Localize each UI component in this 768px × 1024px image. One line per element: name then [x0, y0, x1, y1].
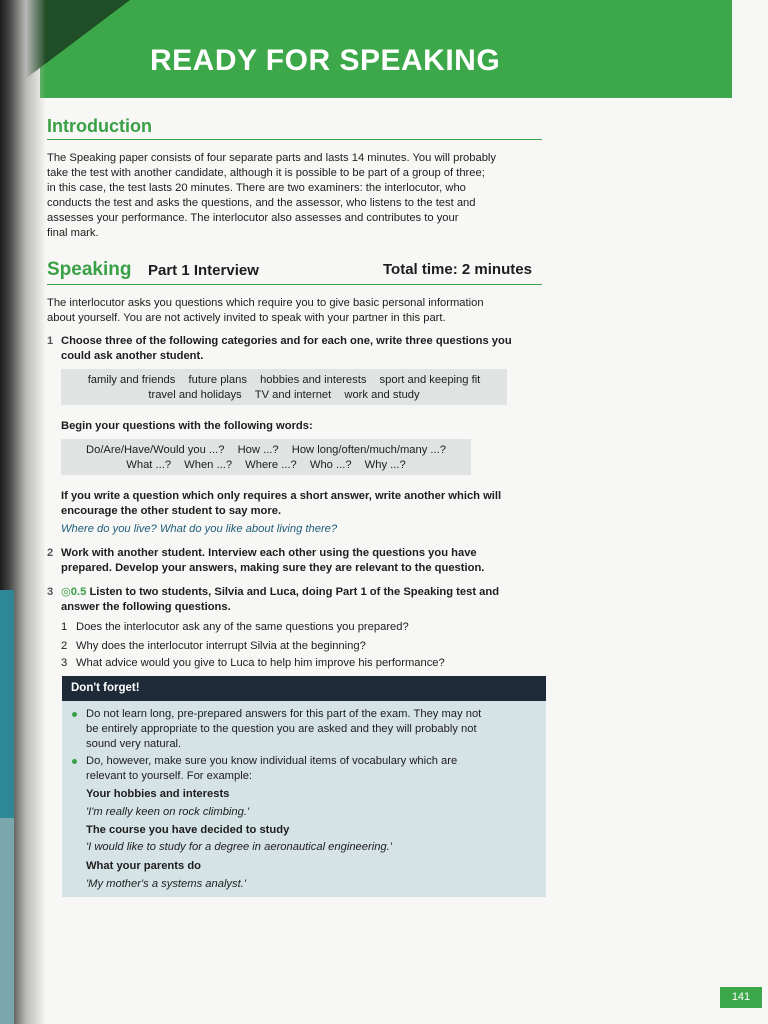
task-number: 2 — [47, 547, 54, 559]
sub-question-text: What advice would you give to Luca to help him improve his performance? — [76, 657, 445, 669]
sub-question-number: 3 — [61, 657, 68, 669]
dont-forget-line: sound very natural. — [86, 738, 182, 750]
question-word: What ...? — [126, 459, 172, 471]
question-word: Who ...? — [309, 459, 352, 471]
sub-question — [61, 620, 409, 635]
task3-instruction-line — [61, 585, 546, 600]
introduction-rule — [47, 139, 542, 140]
category-item: future plans — [188, 374, 247, 386]
introduction-line: in this case, the test lasts 20 minutes. There are two examiners: the interlocutor, who — [47, 182, 466, 194]
question-word: Do/Are/Have/Would you ...? — [86, 444, 225, 456]
introduction-line: assesses your performance. The interlocutor also assesses and contributes to your — [47, 212, 459, 224]
dont-forget-line: Do not learn long, pre-prepared answers for this part of the exam. They may not — [86, 708, 482, 720]
vocab-example-quote: 'I would like to study for a degree in aeronautical engineering.' — [86, 841, 392, 853]
dont-forget-line: Do, however, make sure you know individual items of vocabulary which are — [86, 755, 458, 767]
sub-question-number: 2 — [61, 640, 68, 652]
dont-forget-line: relevant to yourself. For example: — [86, 770, 253, 782]
sub-question — [61, 639, 366, 654]
audio-icon: ◎ — [61, 586, 71, 598]
question-words-row — [61, 458, 471, 473]
vocab-example-heading: What your parents do — [86, 860, 201, 872]
bullet-icon — [72, 712, 80, 720]
task1-instruction-line: could ask another student. — [61, 350, 204, 362]
audio-track-number: 0.5 — [70, 586, 87, 598]
sub-question-number: 1 — [61, 621, 68, 633]
task-number: 1 — [47, 335, 54, 347]
page-number: 141 — [720, 987, 762, 1008]
introduction-line: take the test with another candidate, although it is possible to be part of a group of three; — [47, 167, 485, 179]
question-words-row — [61, 443, 471, 458]
vocab-example-quote: 'My mother's a systems analyst.' — [86, 878, 246, 890]
short-answer-line: encourage the other student to say more. — [61, 505, 282, 517]
page-edge-tab — [0, 590, 14, 818]
categories-box — [61, 369, 507, 405]
page-edge-tab-light — [0, 818, 14, 1024]
begin-instruction: Begin your questions with the following words: — [61, 420, 313, 432]
question-words-box — [61, 439, 471, 475]
speaking-intro-line: The interlocutor asks you questions which require you to give basic personal information — [47, 297, 484, 309]
dont-forget-title: Don't forget! — [62, 676, 546, 701]
vocab-example-heading: Your hobbies and interests — [86, 788, 230, 800]
category-item: work and study — [344, 389, 420, 401]
question-word: Where ...? — [245, 459, 297, 471]
dont-forget-line: be entirely appropriate to the question you are asked and they will probably not — [86, 723, 477, 735]
category-item: hobbies and interests — [260, 374, 367, 386]
total-time: Total time: 2 minutes — [383, 261, 532, 278]
bullet-icon — [72, 759, 80, 767]
sub-question-text: Does the interlocutor ask any of the same questions you prepared? — [76, 621, 409, 633]
categories-row — [61, 373, 507, 388]
task3-instruction-line: answer the following questions. — [61, 601, 231, 613]
part-title: Part 1 Interview — [148, 262, 259, 279]
introduction-line: final mark. — [47, 227, 99, 239]
task-number: 3 — [47, 586, 54, 598]
category-item: travel and holidays — [148, 389, 242, 401]
example-question: Where do you live? What do you like about living there? — [61, 523, 338, 535]
question-word: How long/often/much/many ...? — [291, 444, 446, 456]
task2-instruction-line: prepared. Develop your answers, making sure they are relevant to the question. — [61, 562, 485, 574]
speaking-heading: Speaking — [47, 259, 132, 280]
vocab-example-heading: The course you have decided to study — [86, 824, 290, 836]
sub-question-text: Why does the interlocutor interrupt Silvia at the beginning? — [76, 640, 366, 652]
question-word: How ...? — [237, 444, 279, 456]
category-item: family and friends — [87, 374, 176, 386]
categories-row — [61, 388, 507, 403]
introduction-line: conducts the test and asks the questions, and the assessor, who listens to the test and — [47, 197, 476, 209]
page-title: READY FOR SPEAKING — [150, 44, 501, 77]
category-item: TV and internet — [254, 389, 332, 401]
category-item: sport and keeping fit — [379, 374, 481, 386]
introduction-line: The Speaking paper consists of four separate parts and lasts 14 minutes. You will probably — [47, 152, 497, 164]
short-answer-line: If you write a question which only requires a short answer, write another which will — [61, 490, 502, 502]
task1-instruction-line: Choose three of the following categories and for each one, write three questions you — [61, 335, 512, 347]
introduction-heading: Introduction — [47, 116, 152, 136]
sub-question — [61, 656, 445, 671]
question-word: When ...? — [184, 459, 233, 471]
speaking-intro-line: about yourself. You are not actively invited to speak with your partner in this part. — [47, 312, 446, 324]
vocab-example-quote: 'I'm really keen on rock climbing.' — [86, 806, 250, 818]
question-word: Why ...? — [364, 459, 406, 471]
task3-line1-text: Listen to two students, Silvia and Luca, doing Part 1 of the Speaking test and — [89, 586, 500, 598]
speaking-rule — [47, 284, 542, 285]
task2-instruction-line: Work with another student. Interview each other using the questions you have — [61, 547, 477, 559]
